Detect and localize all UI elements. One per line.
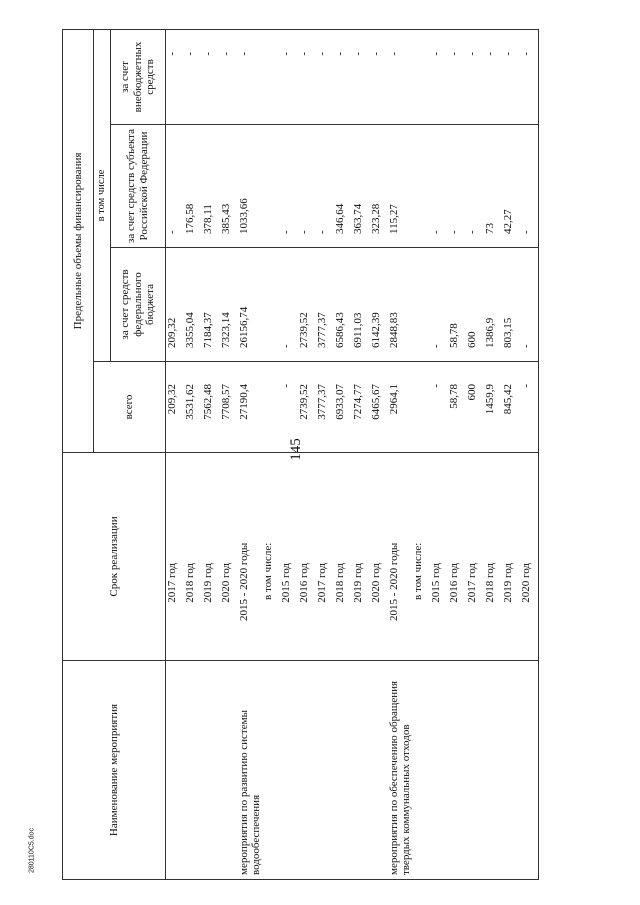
term-cell: 2015 год <box>430 453 448 661</box>
extrabudget-cell <box>262 29 280 124</box>
extrabudget-cell: - <box>316 29 334 124</box>
extrabudget-cell: - <box>238 29 262 124</box>
federal-cell: 7323,14 <box>220 248 238 362</box>
subject-cell: - <box>298 125 316 248</box>
table-row <box>430 29 448 879</box>
federal-cell: 2848,83 <box>388 248 412 362</box>
term-cell: 2020 год <box>370 453 388 661</box>
total-cell: 7708,57 <box>220 362 238 453</box>
activity-name-cell <box>430 661 448 880</box>
subject-cell: 42,27 <box>502 125 520 248</box>
total-cell: 3777,37 <box>316 362 334 453</box>
federal-cell: 1386,9 <box>484 248 502 362</box>
table-row <box>262 29 280 879</box>
total-cell: 58,78 <box>448 362 466 453</box>
table-row <box>484 29 502 879</box>
total-cell: 6933,07 <box>334 362 352 453</box>
activity-name-cell <box>184 661 202 880</box>
total-cell: 845,42 <box>502 362 520 453</box>
extrabudget-cell <box>412 29 430 124</box>
federal-cell <box>262 248 280 362</box>
term-cell: 2019 год <box>352 453 370 661</box>
subject-cell: 176,58 <box>184 125 202 248</box>
total-cell: 600 <box>466 362 484 453</box>
term-cell: 2018 год <box>484 453 502 661</box>
subject-cell: - <box>316 125 334 248</box>
table-row <box>184 29 202 879</box>
subject-cell: 346,64 <box>334 125 352 248</box>
term-cell: 2019 год <box>502 453 520 661</box>
activity-name-cell <box>280 661 298 880</box>
header-federal: за счет средств федерального бюджета <box>111 248 166 362</box>
term-cell: 2018 год <box>184 453 202 661</box>
federal-cell: 6142,39 <box>370 248 388 362</box>
table-row <box>238 29 262 879</box>
extrabudget-cell: - <box>184 29 202 124</box>
extrabudget-cell: - <box>370 29 388 124</box>
subject-cell <box>262 125 280 248</box>
subject-cell <box>412 125 430 248</box>
federal-cell: - <box>430 248 448 362</box>
table-row <box>316 29 334 879</box>
activity-name-cell <box>202 661 220 880</box>
federal-cell: 3355,04 <box>184 248 202 362</box>
extrabudget-cell: - <box>466 29 484 124</box>
federal-cell: 2739,52 <box>298 248 316 362</box>
extrabudget-cell: - <box>352 29 370 124</box>
document-code: 280110C5.doc <box>28 827 36 874</box>
page-number: 145 <box>287 438 304 461</box>
term-cell: в том числе: <box>262 453 280 661</box>
total-cell: 7562,48 <box>202 362 220 453</box>
extrabudget-cell: - <box>502 29 520 124</box>
total-cell: - <box>520 362 539 453</box>
subject-cell: - <box>280 125 298 248</box>
table-row <box>502 29 520 879</box>
term-cell: 2016 год <box>448 453 466 661</box>
activity-name-cell <box>520 661 539 880</box>
extrabudget-cell: - <box>166 29 185 124</box>
total-cell: 2964,1 <box>388 362 412 453</box>
subject-cell: 1033,66 <box>238 125 262 248</box>
activity-name-cell <box>466 661 484 880</box>
federal-cell: 209,32 <box>166 248 185 362</box>
federal-cell: 58,78 <box>448 248 466 362</box>
term-cell: 2020 год <box>520 453 539 661</box>
term-cell: 2018 год <box>334 453 352 661</box>
term-cell: 2015 - 2020 годы <box>388 453 412 661</box>
table-row <box>334 29 352 879</box>
activity-name-cell <box>262 661 280 880</box>
table-body <box>166 29 539 879</box>
total-cell: 2739,52 <box>298 362 316 453</box>
subject-cell: - <box>448 125 466 248</box>
total-cell: 6465,67 <box>370 362 388 453</box>
federal-cell: 803,15 <box>502 248 520 362</box>
table-row <box>466 29 484 879</box>
activity-name-cell <box>448 661 466 880</box>
total-cell: 209,32 <box>166 362 185 453</box>
term-cell: в том числе: <box>412 453 430 661</box>
subject-cell: 115,27 <box>388 125 412 248</box>
federal-cell: 600 <box>466 248 484 362</box>
subject-cell: 73 <box>484 125 502 248</box>
activity-name-cell: мероприятия по обеспечению обращения твердых коммунальных отходов <box>388 661 412 880</box>
total-cell: 3531,62 <box>184 362 202 453</box>
term-cell: 2020 год <box>220 453 238 661</box>
header-name: Наименование мероприятия <box>63 661 166 880</box>
table-row <box>280 29 298 879</box>
federal-cell: - <box>280 248 298 362</box>
extrabudget-cell: - <box>334 29 352 124</box>
activity-name-cell <box>412 661 430 880</box>
extrabudget-cell: - <box>484 29 502 124</box>
term-cell: 2016 год <box>298 453 316 661</box>
activity-name-cell <box>502 661 520 880</box>
extrabudget-cell: - <box>520 29 539 124</box>
activity-name-cell <box>334 661 352 880</box>
federal-cell: - <box>520 248 539 362</box>
total-cell: - <box>430 362 448 453</box>
term-cell: 2017 год <box>316 453 334 661</box>
header-term: Срок реализации <box>63 453 166 661</box>
table-row <box>520 29 539 879</box>
term-cell: 2017 год <box>466 453 484 661</box>
extrabudget-cell: - <box>220 29 238 124</box>
table-row <box>220 29 238 879</box>
table-row <box>352 29 370 879</box>
activity-name-cell <box>370 661 388 880</box>
activity-name-cell: мероприятия по развитию системы водообеспечения <box>238 661 262 880</box>
table-row <box>298 29 316 879</box>
subject-cell: - <box>466 125 484 248</box>
subject-cell: 363,74 <box>352 125 370 248</box>
federal-cell: 7184,37 <box>202 248 220 362</box>
total-cell: 1459,9 <box>484 362 502 453</box>
subject-cell: - <box>520 125 539 248</box>
total-cell: - <box>280 362 298 453</box>
subject-cell: 323,28 <box>370 125 388 248</box>
extrabudget-cell: - <box>430 29 448 124</box>
total-cell: 27190,4 <box>238 362 262 453</box>
header-extrabudget: за счет внебюджетных средств <box>111 29 166 124</box>
extrabudget-cell: - <box>388 29 412 124</box>
term-cell: 2017 год <box>166 453 185 661</box>
table-header <box>63 29 166 879</box>
extrabudget-cell: - <box>280 29 298 124</box>
activity-name-cell <box>484 661 502 880</box>
federal-cell: 6911,03 <box>352 248 370 362</box>
term-cell: 2015 год <box>280 453 298 661</box>
term-cell: 2019 год <box>202 453 220 661</box>
subject-cell: 385,43 <box>220 125 238 248</box>
extrabudget-cell: - <box>448 29 466 124</box>
rotated-table-sheet <box>62 30 640 880</box>
federal-cell: 26156,74 <box>238 248 262 362</box>
header-limits: Предельные объемы финансирования <box>63 29 94 452</box>
table-row <box>388 29 412 879</box>
federal-cell: 3777,37 <box>316 248 334 362</box>
activity-name-cell <box>352 661 370 880</box>
activity-name-cell <box>298 661 316 880</box>
total-cell <box>262 362 280 453</box>
header-subject: за счет средств субъекта Российской Федерации <box>111 125 166 248</box>
financing-table <box>62 29 539 880</box>
federal-cell: 6586,43 <box>334 248 352 362</box>
subject-cell: 378,11 <box>202 125 220 248</box>
table-row <box>412 29 430 879</box>
extrabudget-cell: - <box>298 29 316 124</box>
activity-name-cell <box>316 661 334 880</box>
table-row <box>166 29 185 879</box>
total-cell <box>412 362 430 453</box>
term-cell: 2015 - 2020 годы <box>238 453 262 661</box>
extrabudget-cell: - <box>202 29 220 124</box>
federal-cell <box>412 248 430 362</box>
table-row <box>370 29 388 879</box>
activity-name-cell <box>166 661 185 880</box>
subject-cell: - <box>166 125 185 248</box>
header-total: всего <box>94 362 166 453</box>
table-row <box>202 29 220 879</box>
header-including: в том числе <box>94 29 111 361</box>
activity-name-cell <box>220 661 238 880</box>
subject-cell: - <box>430 125 448 248</box>
total-cell: 7274,77 <box>352 362 370 453</box>
table-row <box>448 29 466 879</box>
